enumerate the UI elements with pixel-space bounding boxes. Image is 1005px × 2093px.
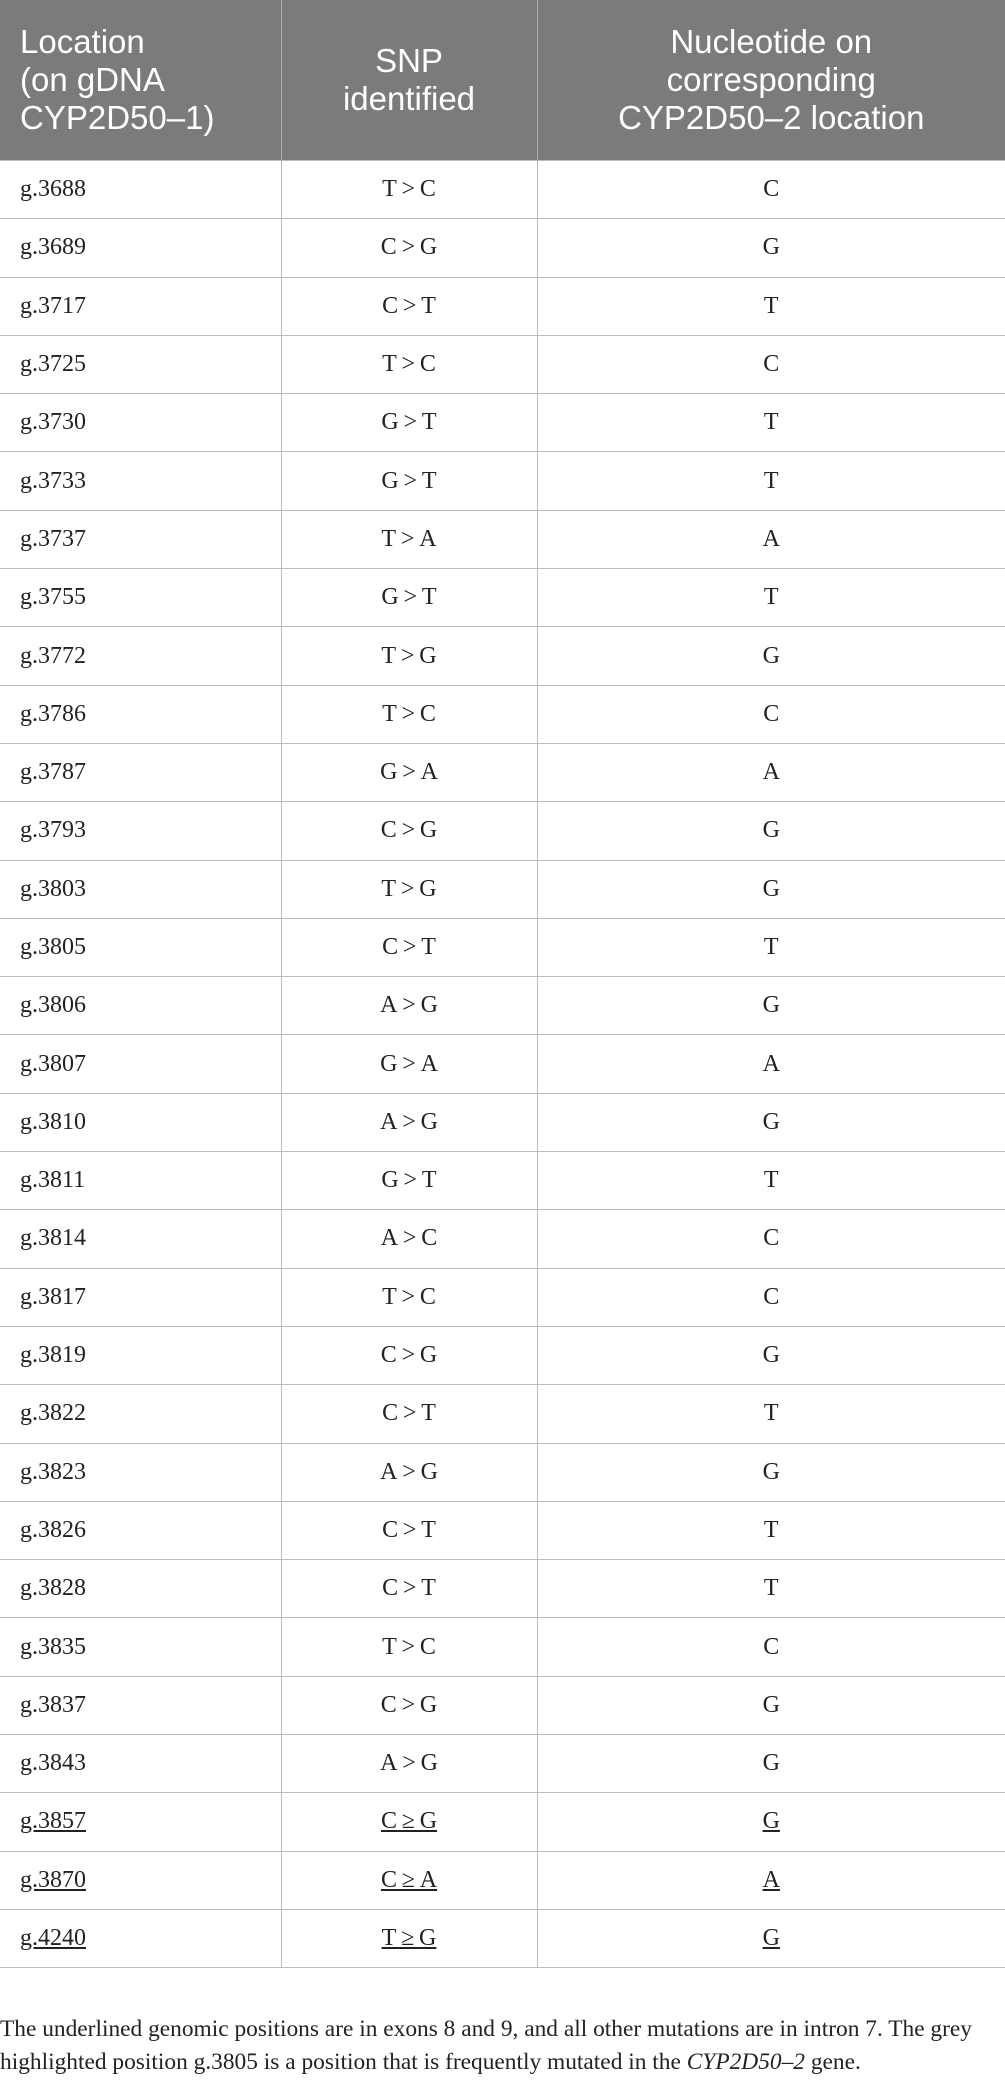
- cell-snp: [281, 219, 537, 277]
- cell-nucleotide: [537, 335, 1005, 393]
- cell-location-text: g.3793: [20, 817, 86, 844]
- table-row: [0, 977, 1005, 1035]
- cell-location-text: g.3787: [20, 759, 86, 786]
- cell-snp: [281, 161, 537, 219]
- cell-location-text: g.3811: [20, 1167, 86, 1194]
- cell-nucleotide: [537, 1035, 1005, 1093]
- cell-snp-text: G > T: [381, 1167, 437, 1194]
- cell-snp-text: C > G: [380, 234, 438, 261]
- cell-location-text: g.3817: [20, 1283, 86, 1310]
- cell-snp: [281, 802, 537, 860]
- header-nucleotide-line: Nucleotide on: [670, 23, 873, 60]
- cell-nucleotide: [537, 1735, 1005, 1793]
- cell-nucleotide-text: G: [762, 1750, 780, 1777]
- cell-snp: [281, 1385, 537, 1443]
- cell-nucleotide: [537, 1851, 1005, 1909]
- cell-nucleotide: [537, 1793, 1005, 1851]
- cell-nucleotide-text: T: [763, 1167, 779, 1194]
- cell-snp-text: A > C: [380, 1225, 438, 1252]
- cell-snp: [281, 918, 537, 976]
- cell-nucleotide-text: G: [762, 1691, 780, 1718]
- cell-snp-text: C > T: [382, 1400, 436, 1427]
- cell-nucleotide-text: T: [763, 409, 779, 436]
- cell-location: [0, 743, 281, 801]
- cell-location: [0, 1385, 281, 1443]
- table-row: [0, 1618, 1005, 1676]
- cell-nucleotide-text: G: [762, 234, 780, 261]
- cell-snp-text: T > G: [381, 642, 437, 669]
- cell-nucleotide-text: T: [763, 292, 779, 319]
- cell-snp-text: T > C: [382, 176, 436, 203]
- cell-location: [0, 161, 281, 219]
- cell-snp: [281, 510, 537, 568]
- cell-snp: [281, 1618, 537, 1676]
- cell-nucleotide-text: G: [762, 1342, 780, 1369]
- cell-nucleotide: [537, 161, 1005, 219]
- cell-nucleotide: [537, 1152, 1005, 1210]
- cell-location: [0, 1268, 281, 1326]
- cell-nucleotide-text: A: [762, 759, 780, 786]
- cell-nucleotide-text: C: [763, 1225, 780, 1252]
- header-nucleotide: [537, 0, 1005, 161]
- cell-snp: [281, 1093, 537, 1151]
- cell-snp-text: A > G: [380, 1108, 438, 1135]
- cell-location: [0, 1443, 281, 1501]
- cell-location: [0, 1210, 281, 1268]
- cell-snp-text: A > G: [380, 1750, 438, 1777]
- table-row: [0, 1676, 1005, 1734]
- table-row: [0, 1851, 1005, 1909]
- table-row: [0, 510, 1005, 568]
- cell-location-text: g.3826: [20, 1516, 86, 1543]
- cell-nucleotide-text: G: [762, 642, 780, 669]
- cell-snp: [281, 1793, 537, 1851]
- cell-location-text: g.3772: [20, 642, 86, 669]
- cell-snp-text: A > G: [380, 992, 438, 1019]
- cell-location-text: g.3688: [20, 176, 86, 203]
- cell-location: [0, 569, 281, 627]
- cell-location: [0, 1793, 281, 1851]
- header-nucleotide-line: corresponding: [666, 61, 876, 98]
- cell-nucleotide-text: C: [763, 1283, 780, 1310]
- cell-location-text: g.3835: [20, 1633, 86, 1660]
- cell-location: [0, 452, 281, 510]
- cell-location: [0, 685, 281, 743]
- cell-location: [0, 277, 281, 335]
- table-row: [0, 685, 1005, 743]
- cell-nucleotide: [537, 277, 1005, 335]
- cell-snp-text: G > T: [381, 409, 437, 436]
- cell-snp-text: A > G: [380, 1458, 438, 1485]
- cell-location-text: g.3807: [20, 1050, 86, 1077]
- cell-nucleotide-text: T: [763, 1575, 779, 1602]
- cell-nucleotide: [537, 860, 1005, 918]
- cell-snp-text: T > C: [382, 351, 436, 378]
- cell-location-text: g.3857: [20, 1808, 86, 1835]
- cell-location-text: g.3837: [20, 1691, 86, 1718]
- cell-nucleotide-text: G: [762, 992, 780, 1019]
- table-row: [0, 277, 1005, 335]
- table-row: [0, 1326, 1005, 1384]
- cell-location-text: g.3819: [20, 1342, 86, 1369]
- cell-snp-text: G > T: [381, 467, 437, 494]
- cell-nucleotide: [537, 802, 1005, 860]
- cell-snp: [281, 1152, 537, 1210]
- table-row: [0, 1793, 1005, 1851]
- cell-location-text: g.3810: [20, 1108, 86, 1135]
- cell-snp-text: C > T: [382, 934, 436, 960]
- table-row: [0, 918, 1005, 976]
- cell-location-text: g.3803: [20, 875, 86, 902]
- cell-nucleotide: [537, 394, 1005, 452]
- cell-nucleotide-text: G: [762, 1458, 780, 1485]
- cell-nucleotide-text: T: [763, 1516, 779, 1543]
- cell-nucleotide: [537, 1618, 1005, 1676]
- cell-snp-text: T > C: [382, 1283, 436, 1310]
- cell-location-text: g.3733: [20, 467, 86, 494]
- cell-snp-text: C ≥ A: [380, 1866, 438, 1893]
- table-body: [0, 161, 1005, 1968]
- header-location: [0, 0, 281, 161]
- cell-location-text: g.3786: [20, 700, 86, 727]
- cell-location: [0, 627, 281, 685]
- cell-location: [0, 1093, 281, 1151]
- cell-location: [0, 1501, 281, 1559]
- cell-location: [0, 1152, 281, 1210]
- cell-location: [0, 1326, 281, 1384]
- cell-snp-text: C > T: [382, 1516, 436, 1543]
- cell-location-text: g.3828: [20, 1575, 86, 1602]
- cell-nucleotide-text: G: [762, 875, 780, 902]
- header-location-line: Location: [20, 23, 145, 60]
- cell-nucleotide-text: C: [763, 176, 780, 203]
- table-row: [0, 1210, 1005, 1268]
- table-row: [0, 335, 1005, 393]
- cell-snp: [281, 685, 537, 743]
- table-row: [0, 1501, 1005, 1559]
- cell-nucleotide: [537, 1385, 1005, 1443]
- cell-snp: [281, 1735, 537, 1793]
- cell-location-text: g.3870: [20, 1866, 86, 1893]
- cell-snp-text: C ≥ G: [380, 1808, 438, 1835]
- cell-nucleotide: [537, 1326, 1005, 1384]
- cell-snp: [281, 1909, 537, 1967]
- table-row: [0, 1909, 1005, 1967]
- cell-nucleotide-text: A: [762, 1866, 780, 1893]
- cell-snp: [281, 627, 537, 685]
- table-row: [0, 569, 1005, 627]
- cell-nucleotide-text: G: [762, 1108, 780, 1135]
- cell-snp-text: T > G: [381, 875, 437, 902]
- table-row: [0, 1560, 1005, 1618]
- cell-location: [0, 1735, 281, 1793]
- table-row: [0, 394, 1005, 452]
- cell-location: [0, 1618, 281, 1676]
- cell-nucleotide-text: A: [762, 525, 780, 552]
- header-snp: [281, 0, 537, 161]
- table-row: [0, 743, 1005, 801]
- cell-location: [0, 1909, 281, 1967]
- cell-nucleotide-text: G: [762, 1808, 780, 1835]
- cell-nucleotide: [537, 1909, 1005, 1967]
- cell-nucleotide-text: T: [763, 1400, 779, 1427]
- cell-location: [0, 1035, 281, 1093]
- table-row: [0, 1035, 1005, 1093]
- cell-snp: [281, 1326, 537, 1384]
- cell-location: [0, 1560, 281, 1618]
- cell-nucleotide: [537, 685, 1005, 743]
- cell-nucleotide: [537, 1501, 1005, 1559]
- cell-nucleotide: [537, 918, 1005, 976]
- header-snp-line: SNP: [375, 42, 443, 79]
- cell-snp: [281, 1501, 537, 1559]
- cell-nucleotide: [537, 743, 1005, 801]
- table-row: [0, 1152, 1005, 1210]
- cell-nucleotide: [537, 1093, 1005, 1151]
- cell-nucleotide-text: T: [763, 584, 779, 611]
- table-row: [0, 627, 1005, 685]
- cell-nucleotide: [537, 569, 1005, 627]
- cell-snp-text: C > G: [380, 817, 438, 844]
- table-row: [0, 452, 1005, 510]
- cell-snp: [281, 1268, 537, 1326]
- cell-snp-text: C > G: [380, 1342, 438, 1369]
- cell-nucleotide: [537, 510, 1005, 568]
- cell-location: [0, 335, 281, 393]
- cell-snp-text: C > G: [380, 1691, 438, 1718]
- cell-location-text: g.3737: [20, 525, 86, 552]
- header-nucleotide-line: CYP2D50–2 location: [618, 99, 925, 136]
- cell-snp-text: G > T: [381, 584, 437, 611]
- cell-snp: [281, 1035, 537, 1093]
- cell-location: [0, 219, 281, 277]
- cell-nucleotide-text: G: [762, 1925, 780, 1952]
- cell-nucleotide-text: T: [763, 467, 779, 494]
- cell-location: [0, 394, 281, 452]
- cell-snp: [281, 335, 537, 393]
- cell-snp: [281, 977, 537, 1035]
- cell-location-text: g.3823: [20, 1458, 86, 1485]
- cell-nucleotide: [537, 219, 1005, 277]
- cell-nucleotide: [537, 1210, 1005, 1268]
- cell-nucleotide: [537, 1443, 1005, 1501]
- cell-location-text: g.3717: [20, 292, 86, 319]
- cell-nucleotide-text: C: [763, 351, 780, 378]
- cell-snp: [281, 743, 537, 801]
- cell-location-text: g.3805: [20, 934, 86, 960]
- cell-snp: [281, 1851, 537, 1909]
- cell-nucleotide-text: G: [762, 817, 780, 844]
- cell-snp: [281, 1560, 537, 1618]
- cell-nucleotide-text: C: [763, 700, 780, 727]
- footnote-gene-name: CYP2D50–2: [686, 2049, 805, 2076]
- cell-snp-text: C > T: [382, 292, 436, 319]
- cell-location: [0, 510, 281, 568]
- cell-nucleotide: [537, 452, 1005, 510]
- table-row: [0, 1385, 1005, 1443]
- cell-snp: [281, 452, 537, 510]
- cell-snp-text: T > C: [382, 1633, 436, 1660]
- cell-snp-text: T > C: [382, 700, 436, 727]
- table-header-row: [0, 0, 1005, 161]
- cell-nucleotide-text: C: [763, 1633, 780, 1660]
- cell-location: [0, 802, 281, 860]
- table-row: [0, 1735, 1005, 1793]
- table-footnote: [0, 2013, 1000, 2079]
- cell-snp: [281, 1676, 537, 1734]
- cell-snp-text: G > A: [380, 1050, 438, 1077]
- cell-nucleotide: [537, 627, 1005, 685]
- cell-snp: [281, 1443, 537, 1501]
- cell-location: [0, 918, 281, 976]
- cell-snp-text: T > A: [381, 525, 437, 552]
- table-row: [0, 219, 1005, 277]
- cell-location: [0, 1851, 281, 1909]
- cell-location-text: g.3843: [20, 1750, 86, 1777]
- cell-snp-text: G > A: [380, 759, 438, 786]
- cell-snp: [281, 394, 537, 452]
- table-row: [0, 1443, 1005, 1501]
- table-row: [0, 860, 1005, 918]
- cell-snp-text: T ≥ G: [381, 1925, 437, 1952]
- header-location-line: (on gDNA: [20, 61, 165, 98]
- cell-snp: [281, 1210, 537, 1268]
- cell-snp: [281, 569, 537, 627]
- cell-location-text: g.4240: [20, 1925, 86, 1952]
- cell-snp: [281, 277, 537, 335]
- cell-location-text: g.3730: [20, 409, 86, 436]
- cell-nucleotide: [537, 977, 1005, 1035]
- table-row: [0, 161, 1005, 219]
- header-location-line: CYP2D50–1): [20, 99, 215, 136]
- cell-snp-text: C > T: [382, 1575, 436, 1602]
- table-row: [0, 802, 1005, 860]
- cell-location: [0, 860, 281, 918]
- footnote-text: The underlined genomic positions are in exons 8 and 9, and all other mutations are in intron 7. The grey highlighted position g.3805 is a position that is frequently mutated in the: [0, 2016, 972, 2076]
- cell-location-text: g.3755: [20, 584, 86, 611]
- table-row: [0, 1093, 1005, 1151]
- cell-nucleotide: [537, 1268, 1005, 1326]
- cell-snp: [281, 860, 537, 918]
- cell-location-text: g.3814: [20, 1225, 86, 1252]
- cell-location-text: g.3806: [20, 992, 86, 1019]
- table-row: [0, 1268, 1005, 1326]
- cell-location: [0, 977, 281, 1035]
- cell-location-text: g.3689: [20, 234, 86, 261]
- cell-location-text: g.3822: [20, 1400, 86, 1427]
- cell-location-text: g.3725: [20, 351, 86, 378]
- cell-nucleotide: [537, 1676, 1005, 1734]
- cell-location: [0, 1676, 281, 1734]
- cell-nucleotide: [537, 1560, 1005, 1618]
- header-snp-line: identified: [342, 80, 476, 117]
- cell-nucleotide-text: A: [762, 1050, 780, 1077]
- footnote-text-end: gene.: [804, 2049, 861, 2076]
- cell-nucleotide-text: T: [763, 934, 779, 960]
